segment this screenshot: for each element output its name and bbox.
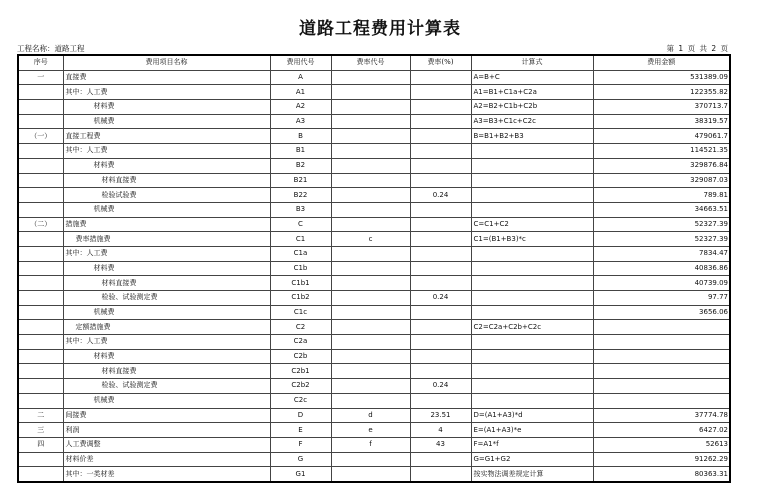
row-rate-code (331, 349, 410, 364)
header-name: 费用项目名称 (63, 55, 270, 70)
row-amount: 37774.78 (593, 408, 730, 423)
table-row (18, 320, 730, 335)
row-formula: A1=B1+C1a+C2a (471, 85, 593, 100)
header-code: 费用代号 (270, 55, 331, 70)
row-formula: B=B1+B2+B3 (471, 129, 593, 144)
row-rate (410, 85, 471, 100)
row-rate-code: d (331, 408, 410, 423)
row-code: A2 (270, 100, 331, 115)
row-name: 直接费 (63, 70, 270, 85)
row-rate-code (331, 217, 410, 232)
row-rate (410, 144, 471, 159)
table-row (18, 393, 730, 408)
header-rate-code: 费率代号 (331, 55, 410, 70)
row-seq: 二 (18, 408, 63, 423)
row-code: C2c (270, 393, 331, 408)
row-seq (18, 246, 63, 261)
row-amount: 6427.02 (593, 423, 730, 438)
row-seq (18, 393, 63, 408)
row-rate-code (331, 144, 410, 159)
row-rate: 4 (410, 423, 471, 438)
row-code: C2b1 (270, 364, 331, 379)
row-name: 直接工程费 (63, 129, 270, 144)
table-row (18, 349, 730, 364)
row-name: 利润 (63, 423, 270, 438)
row-formula: E=(A1+A3)*e (471, 423, 593, 438)
row-seq: 三 (18, 423, 63, 438)
table-row (18, 85, 730, 100)
row-amount: 329087.03 (593, 173, 730, 188)
row-name: 定额措施费 (63, 320, 270, 335)
row-amount: 479061.7 (593, 129, 730, 144)
row-code: D (270, 408, 331, 423)
row-rate (410, 335, 471, 350)
row-code: C2a (270, 335, 331, 350)
row-name: 材料费 (63, 349, 270, 364)
row-amount: 97.77 (593, 291, 730, 306)
row-rate-code (331, 261, 410, 276)
row-amount: 789.81 (593, 188, 730, 203)
table-row (18, 291, 730, 306)
row-code: C1 (270, 232, 331, 247)
row-formula: G=G1+G2 (471, 452, 593, 467)
row-code: E (270, 423, 331, 438)
row-rate: 0.24 (410, 379, 471, 394)
row-seq (18, 320, 63, 335)
table-row (18, 100, 730, 115)
table-row (18, 335, 730, 350)
row-rate (410, 261, 471, 276)
header-seq: 序号 (18, 55, 63, 70)
row-seq (18, 261, 63, 276)
row-rate (410, 173, 471, 188)
cost-table (17, 54, 731, 483)
header-row (18, 55, 730, 70)
row-name: 措施费 (63, 217, 270, 232)
table-row (18, 188, 730, 203)
table-row (18, 379, 730, 394)
row-seq: （二） (18, 217, 63, 232)
row-rate (410, 202, 471, 217)
row-amount: 370713.7 (593, 100, 730, 115)
row-formula (471, 202, 593, 217)
row-formula (471, 335, 593, 350)
row-code: C2b (270, 349, 331, 364)
row-code: C2 (270, 320, 331, 335)
row-code: B (270, 129, 331, 144)
row-code: B3 (270, 202, 331, 217)
row-rate-code (331, 364, 410, 379)
row-amount (593, 393, 730, 408)
row-name: 材料费 (63, 100, 270, 115)
row-name: 机械费 (63, 202, 270, 217)
row-formula (471, 261, 593, 276)
table-row (18, 144, 730, 159)
row-amount: 38319.57 (593, 114, 730, 129)
row-rate-code (331, 202, 410, 217)
page-info: 第 1 页 共 2 页 (666, 44, 728, 53)
row-formula: A=B+C (471, 70, 593, 85)
header-rate: 费率(%) (410, 55, 471, 70)
row-code: B22 (270, 188, 331, 203)
row-rate (410, 349, 471, 364)
row-rate-code (331, 320, 410, 335)
row-rate-code (331, 85, 410, 100)
row-name: 材料直接费 (63, 364, 270, 379)
row-amount: 7834.47 (593, 246, 730, 261)
row-rate (410, 467, 471, 482)
row-seq (18, 100, 63, 115)
row-code: G (270, 452, 331, 467)
row-amount: 34663.51 (593, 202, 730, 217)
row-name: 其中：人工费 (63, 246, 270, 261)
row-seq (18, 173, 63, 188)
row-rate-code: c (331, 232, 410, 247)
row-name: 材料费 (63, 158, 270, 173)
table-row (18, 467, 730, 482)
row-code: C1c (270, 305, 331, 320)
row-rate-code (331, 467, 410, 482)
row-rate (410, 393, 471, 408)
row-code: C1b (270, 261, 331, 276)
row-formula (471, 276, 593, 291)
row-seq (18, 158, 63, 173)
row-amount (593, 349, 730, 364)
row-seq: 四 (18, 437, 63, 452)
table-row (18, 217, 730, 232)
row-formula (471, 379, 593, 394)
row-rate-code (331, 114, 410, 129)
table-row (18, 452, 730, 467)
row-amount: 91262.29 (593, 452, 730, 467)
table-row (18, 305, 730, 320)
row-name: 检验、试验测定费 (63, 379, 270, 394)
row-amount (593, 335, 730, 350)
row-amount (593, 320, 730, 335)
row-code: C1b2 (270, 291, 331, 306)
row-seq: 一 (18, 70, 63, 85)
row-rate (410, 305, 471, 320)
row-amount: 40836.86 (593, 261, 730, 276)
row-amount: 531389.09 (593, 70, 730, 85)
row-rate-code (331, 393, 410, 408)
row-name: 材料直接费 (63, 173, 270, 188)
row-seq (18, 276, 63, 291)
row-formula (471, 173, 593, 188)
row-name: 费率措施费 (63, 232, 270, 247)
row-seq (18, 114, 63, 129)
row-amount (593, 379, 730, 394)
row-rate-code (331, 246, 410, 261)
row-rate-code (331, 70, 410, 85)
row-seq (18, 202, 63, 217)
row-code: C1a (270, 246, 331, 261)
row-rate-code (331, 173, 410, 188)
table-row (18, 232, 730, 247)
row-amount: 52327.39 (593, 217, 730, 232)
row-amount: 52613 (593, 437, 730, 452)
row-rate (410, 100, 471, 115)
table-row (18, 423, 730, 438)
row-formula (471, 144, 593, 159)
row-formula: D=(A1+A3)*d (471, 408, 593, 423)
table-row (18, 129, 730, 144)
row-formula: C1=(B1+B3)*c (471, 232, 593, 247)
row-code: B2 (270, 158, 331, 173)
row-seq (18, 335, 63, 350)
row-amount: 329876.84 (593, 158, 730, 173)
row-rate (410, 364, 471, 379)
row-name: 材料费 (63, 261, 270, 276)
row-rate (410, 129, 471, 144)
page-title: 道路工程费用计算表 (299, 19, 461, 39)
row-rate (410, 232, 471, 247)
row-seq (18, 379, 63, 394)
row-formula (471, 158, 593, 173)
row-rate-code (331, 129, 410, 144)
row-rate (410, 320, 471, 335)
row-formula (471, 305, 593, 320)
table-row (18, 437, 730, 452)
row-amount: 114521.35 (593, 144, 730, 159)
row-rate (410, 158, 471, 173)
row-formula (471, 188, 593, 203)
row-rate-code (331, 291, 410, 306)
row-seq (18, 232, 63, 247)
project-name: 工程名称：道路工程 (17, 44, 85, 53)
row-rate-code (331, 188, 410, 203)
row-formula: C=C1+C2 (471, 217, 593, 232)
row-formula (471, 393, 593, 408)
row-name: 检验试验费 (63, 188, 270, 203)
row-formula: C2=C2a+C2b+C2c (471, 320, 593, 335)
row-amount (593, 364, 730, 379)
row-rate (410, 276, 471, 291)
row-formula (471, 246, 593, 261)
row-rate-code (331, 335, 410, 350)
row-seq (18, 349, 63, 364)
row-seq (18, 305, 63, 320)
row-rate (410, 114, 471, 129)
row-name: 其中：一类材差 (63, 467, 270, 482)
row-formula (471, 291, 593, 306)
row-amount: 3656.06 (593, 305, 730, 320)
row-code: C (270, 217, 331, 232)
row-name: 其中：人工费 (63, 85, 270, 100)
row-rate (410, 452, 471, 467)
row-code: F (270, 437, 331, 452)
row-name: 材料直接费 (63, 276, 270, 291)
row-rate-code: f (331, 437, 410, 452)
table-row (18, 158, 730, 173)
row-formula: F=A1*f (471, 437, 593, 452)
row-seq (18, 291, 63, 306)
row-rate-code (331, 100, 410, 115)
row-seq (18, 467, 63, 482)
header-formula: 计算式 (471, 55, 593, 70)
row-rate-code (331, 452, 410, 467)
row-amount: 80363.31 (593, 467, 730, 482)
table-row (18, 261, 730, 276)
row-code: C1b1 (270, 276, 331, 291)
row-rate-code (331, 158, 410, 173)
row-rate-code: e (331, 423, 410, 438)
row-formula: A3=B3+C1c+C2c (471, 114, 593, 129)
row-code: G1 (270, 467, 331, 482)
row-rate: 0.24 (410, 291, 471, 306)
row-seq (18, 85, 63, 100)
row-seq (18, 452, 63, 467)
table-row (18, 408, 730, 423)
row-code: B1 (270, 144, 331, 159)
row-code: C2b2 (270, 379, 331, 394)
row-name: 其中：人工费 (63, 335, 270, 350)
row-rate (410, 246, 471, 261)
row-name: 材料价差 (63, 452, 270, 467)
row-name: 机械费 (63, 114, 270, 129)
header-amount: 费用金额 (593, 55, 730, 70)
table-row (18, 114, 730, 129)
table-row (18, 70, 730, 85)
row-amount: 122355.82 (593, 85, 730, 100)
row-code: B21 (270, 173, 331, 188)
row-rate: 23.51 (410, 408, 471, 423)
row-formula (471, 364, 593, 379)
row-amount: 40739.09 (593, 276, 730, 291)
row-name: 检验、试验测定费 (63, 291, 270, 306)
table-row (18, 364, 730, 379)
row-seq (18, 364, 63, 379)
row-rate-code (331, 305, 410, 320)
row-rate-code (331, 379, 410, 394)
row-code: A3 (270, 114, 331, 129)
table-row (18, 246, 730, 261)
row-formula (471, 349, 593, 364)
row-name: 人工费调整 (63, 437, 270, 452)
row-seq (18, 188, 63, 203)
row-rate (410, 217, 471, 232)
table-row (18, 276, 730, 291)
table-row (18, 173, 730, 188)
table-row (18, 202, 730, 217)
row-formula: 按实物法调差规定计算 (471, 467, 593, 482)
row-rate (410, 70, 471, 85)
row-name: 机械费 (63, 393, 270, 408)
row-rate: 43 (410, 437, 471, 452)
row-name: 其中：人工费 (63, 144, 270, 159)
row-seq (18, 144, 63, 159)
row-code: A1 (270, 85, 331, 100)
row-rate: 0.24 (410, 188, 471, 203)
row-name: 机械费 (63, 305, 270, 320)
row-name: 间接费 (63, 408, 270, 423)
row-formula: A2=B2+C1b+C2b (471, 100, 593, 115)
row-amount: 52327.39 (593, 232, 730, 247)
row-code: A (270, 70, 331, 85)
row-seq: （一） (18, 129, 63, 144)
row-rate-code (331, 276, 410, 291)
